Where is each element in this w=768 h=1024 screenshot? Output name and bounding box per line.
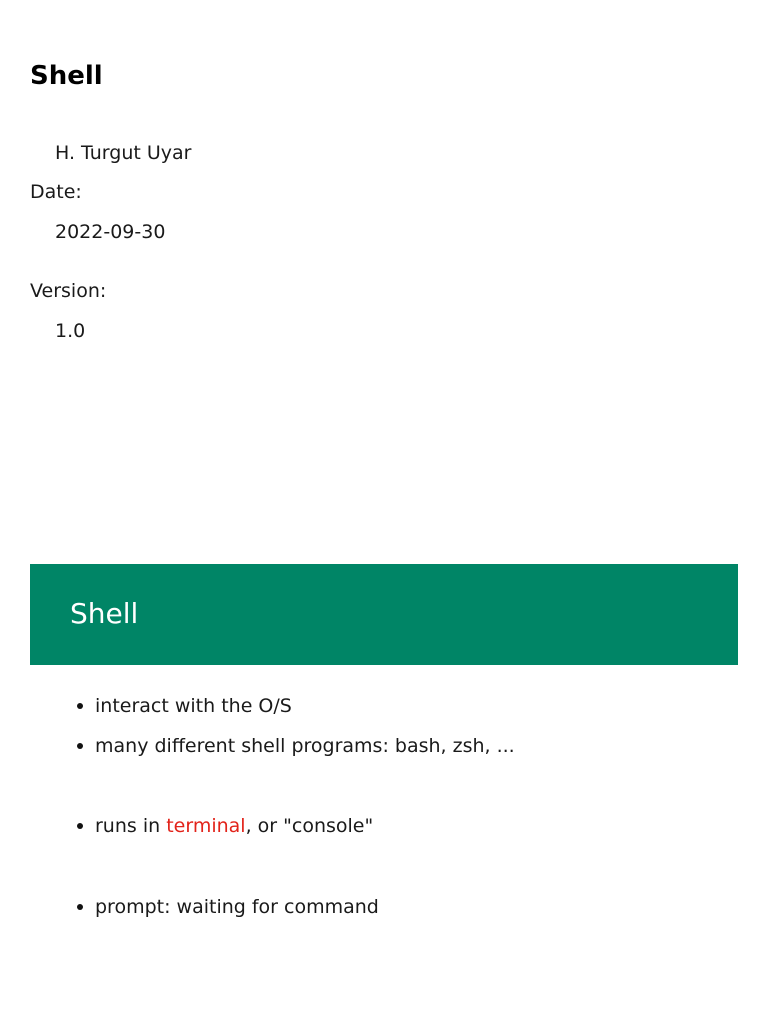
bullet-item-prompt: prompt: waiting for command — [95, 896, 379, 918]
version-label: Version: — [30, 280, 107, 302]
terminal-prefix-text: runs in — [95, 815, 167, 837]
version-value: 1.0 — [55, 320, 86, 342]
date-label: Date: — [30, 181, 82, 203]
slide-header — [30, 564, 738, 665]
bullet-item-shell-programs: many different shell programs: bash, zsh, ... — [95, 735, 515, 757]
bullet-item-terminal — [95, 814, 373, 838]
date-value: 2022-09-30 — [55, 221, 166, 243]
author-name: H. Turgut Uyar — [55, 142, 192, 164]
slide-title: Shell — [70, 597, 139, 630]
bullet-item-interact: interact with the O/S — [95, 695, 292, 717]
terminal-link[interactable]: terminal — [166, 815, 246, 837]
terminal-suffix-text: , or "console" — [245, 815, 374, 837]
document-title: Shell — [30, 61, 103, 91]
